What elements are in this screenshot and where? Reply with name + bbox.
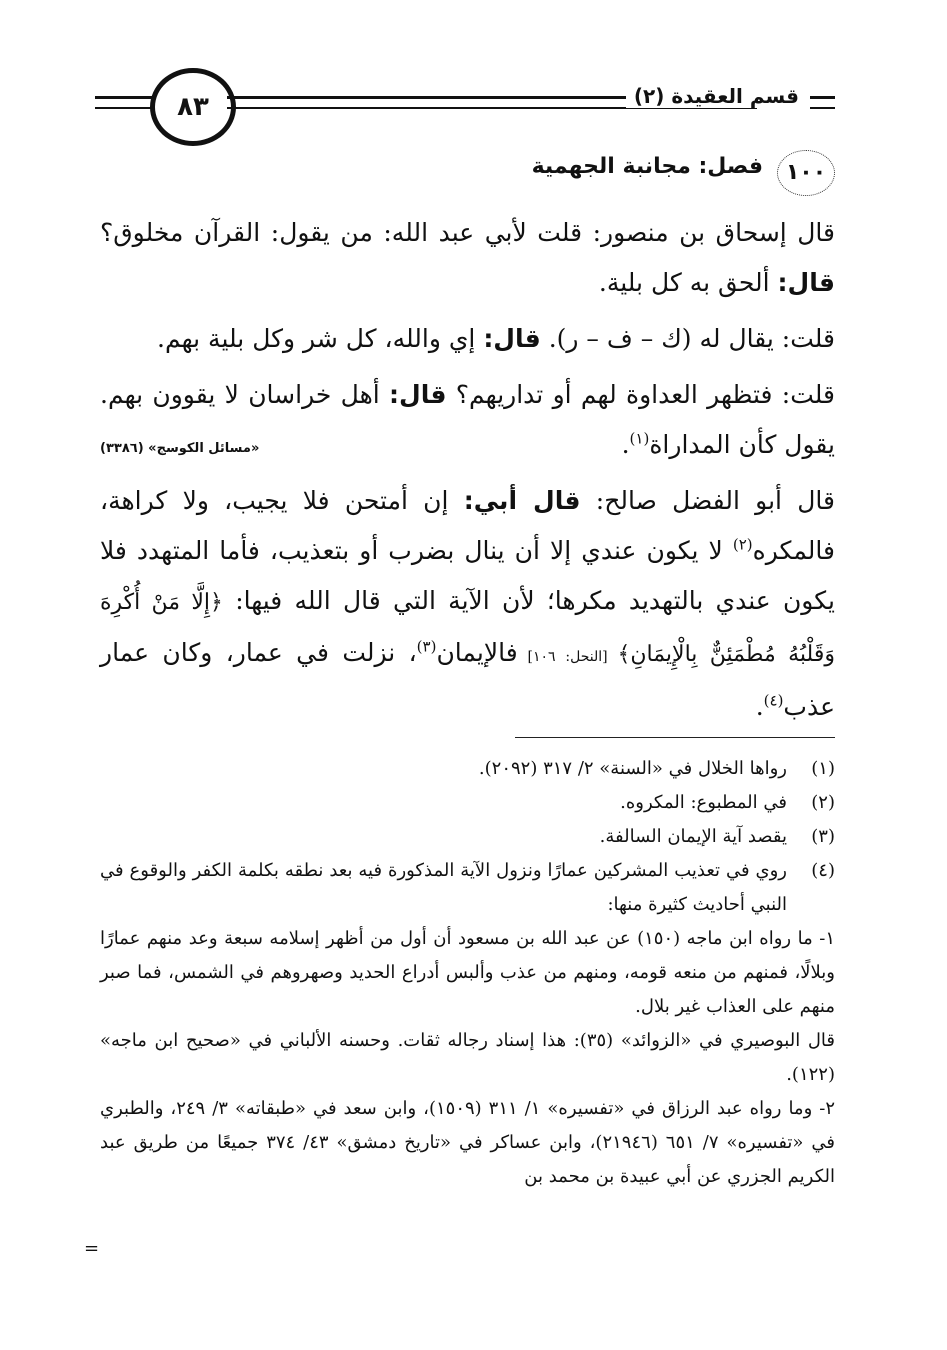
qal-keyword: قال:	[777, 268, 835, 297]
continuation-mark: =	[84, 1238, 100, 1259]
footnote-2	[100, 786, 835, 820]
footnote-text: في المطبوع: المكروه.	[620, 792, 787, 813]
text-run: قلت: يقال له (ك – ف – ر).	[540, 324, 835, 353]
footnote-number: (٤)	[811, 860, 835, 881]
paragraph-1	[100, 208, 835, 308]
verse-reference: [النحل: ١٠٦]	[517, 649, 618, 665]
page-number: ٨٣	[150, 68, 236, 146]
paragraph-3	[100, 370, 835, 470]
qal-keyword: قال أبي:	[463, 486, 581, 515]
footnote-marker[interactable]: (٣)	[416, 637, 437, 656]
footnotes	[100, 752, 835, 1194]
text-run: قال أبو الفضل صالح:	[580, 486, 835, 515]
page-header	[95, 62, 835, 144]
footnote-number: (١)	[811, 758, 835, 779]
section-number-emblem: ١٠٠	[777, 150, 835, 196]
footnote-number: (٢)	[811, 792, 835, 813]
section-heading	[330, 150, 835, 196]
text-run: قال إسحاق بن منصور: قلت لأبي عبد الله: من يقول: القرآن مخلوق؟	[100, 218, 835, 247]
text-run: فالإيمان	[436, 638, 518, 667]
footnote-marker[interactable]: (٢)	[732, 535, 753, 554]
section-title: فصل: مجانبة الجهمية	[531, 154, 763, 179]
text-run: .	[621, 430, 630, 459]
footnote-1	[100, 752, 835, 786]
header-rule-far-right	[810, 96, 835, 109]
text-run: ، نزلت في عمار، وكان عمار عذب	[100, 638, 835, 721]
footnote-4-item-1: ١- ما رواه ابن ماجه (١٥٠) عن عبد الله بن مسعود أن أول من أظهر إسلامه سبعة وعد منهم عمارًا وبلالًا، فمنهم من منعه قومه، ومنهم من عذب وألبس أدراع الحديد وصهروهم في الشمس، فما صبر منهم على العذاب غير بلال.	[100, 928, 835, 1017]
text-run: إن أمتحن فلا يجيب، ولا كراهة، فالمكره	[100, 486, 835, 565]
main-text	[100, 208, 835, 738]
header-rule-left	[95, 96, 155, 109]
text-run: ألحق به كل بلية.	[598, 268, 778, 297]
footnote-3	[100, 820, 835, 854]
footnote-marker[interactable]: (١)	[629, 429, 650, 448]
footnote-marker[interactable]: (٤)	[763, 691, 784, 710]
footnote-text: روي في تعذيب المشركين عمارًا ونزول الآية المذكورة فيه بعد نطقه بكلمة الكفر والوقوع في النبي أحاديث كثيرة منها:	[100, 860, 787, 915]
source-reference: «مسائل الكوسج» (٣٣٨٦)	[100, 441, 260, 456]
text-run: لا يكون عندي إلا أن ينال بضرب أو بتعذيب، فأما المتهدد فلا يكون عندي بالتهديد مكرها؛ لأن الآية التي قال الله فيها:	[100, 536, 835, 615]
footnote-4-item-2: ٢- وما رواه عبد الرزاق في «تفسيره» ١/ ٣١١ (١٥٠٩)، وابن سعد في «طبقاته» ٣/ ٢٤٩، والطبري في «تفسيره» ٧/ ٦٥١ (٢١٩٤٦)، وابن عساكر في «تاريخ دمشق» ٤٣/ ٣٧٤ جميعًا من طريق عبد الكريم الجزري عن أبي عبيدة بن محمد بن	[100, 1098, 836, 1187]
qal-keyword: قال:	[389, 380, 447, 409]
footnote-text: رواها الخلال في «السنة» ٢/ ٣١٧ (٢٠٩٢).	[478, 758, 787, 779]
footnote-number: (٣)	[811, 826, 835, 847]
quran-verse: ﴿إِلَّا مَنْ أُكْرِهَ وَقَلْبُهُ مُطْمَئِنٌّ بِالْإِيمَانِ﴾	[100, 590, 835, 667]
qal-keyword: قال:	[483, 324, 541, 353]
text-run: قلت: فتظهر العداوة لهم أو تداريهم؟	[446, 380, 835, 409]
footnote-divider	[515, 737, 835, 738]
running-title: قسم العقيدة (٢)	[626, 84, 807, 108]
footnote-text: يقصد آية الإيمان السالفة.	[599, 826, 787, 847]
text-run: أهل خراسان لا يقوون بهم. يقول كأن المداراة	[100, 380, 835, 459]
paragraph-2	[100, 314, 835, 364]
footnote-4	[100, 854, 835, 922]
paragraph-4	[100, 476, 835, 732]
text-run: إي والله، كل شر وكل بلية بهم.	[157, 324, 484, 353]
text-run: .	[755, 692, 764, 721]
footnote-4-commentary: قال البوصيري في «الزوائد» (٣٥): هذا إسناد رجاله ثقات. وحسنه الألباني في «صحيح ابن ماجه» (١٢٢).	[100, 1030, 836, 1085]
